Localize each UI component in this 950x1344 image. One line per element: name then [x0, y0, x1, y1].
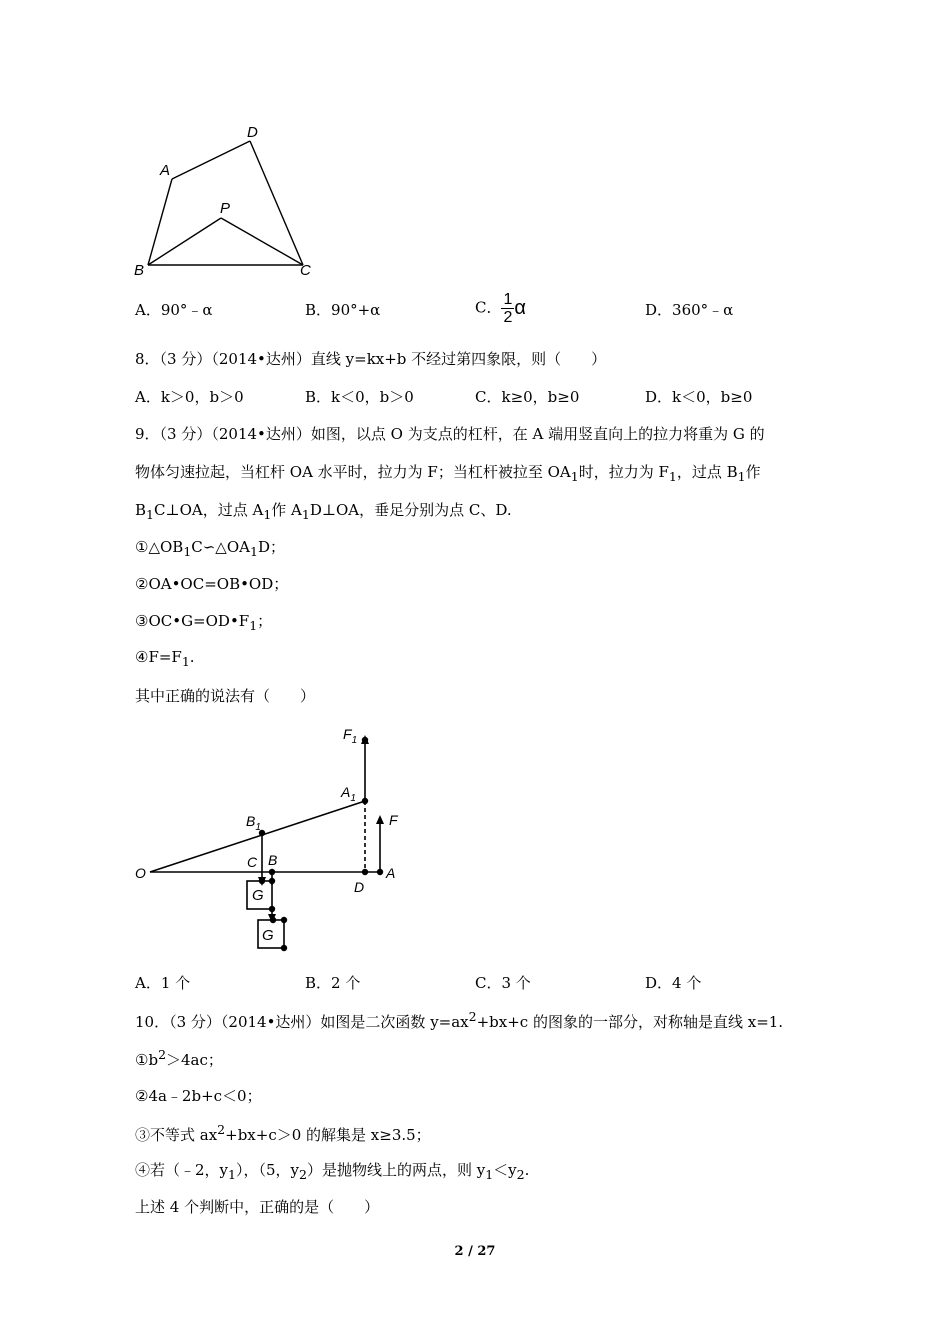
- q7-option-d[interactable]: D．360°﹣α: [645, 301, 734, 319]
- page-number: 2 / 27: [454, 1244, 496, 1259]
- q9-question: 其中正确的说法有（ ）: [135, 687, 316, 705]
- q9-option-b[interactable]: B．2 个: [305, 974, 361, 992]
- point-box2-top-b: [281, 917, 287, 923]
- q10-statement-2: ②4a﹣2b+c＜0；: [135, 1087, 262, 1105]
- q7-quadrilateral-figure: [120, 115, 330, 285]
- segment-dc: [250, 141, 303, 265]
- weight-label-2: G: [262, 927, 274, 944]
- label-a: A: [386, 865, 396, 881]
- label-b1: $B_1$: [246, 813, 261, 833]
- segment-ad: [172, 141, 250, 179]
- label-f: F: [389, 812, 398, 828]
- label-b: B: [134, 262, 145, 279]
- label-c: C: [247, 854, 258, 870]
- weight-label-1: G: [252, 887, 264, 904]
- q9-option-c[interactable]: C．3 个: [475, 974, 531, 992]
- q8-option-a[interactable]: A．k＞0，b＞0: [135, 388, 244, 406]
- q8-option-d[interactable]: D．k＜0，b≥0: [645, 388, 753, 406]
- force-f-arrowhead: [376, 815, 384, 824]
- point-f1-tip: [362, 737, 368, 743]
- q8-option-b[interactable]: B．k＜0，b＞0: [305, 388, 414, 406]
- q10-statement-1: $①b^2>4ac$；: [135, 1047, 223, 1069]
- q10-stem: 10．（3 分）（2014•达州）如图是二次函数 $y=ax^2+bx+c$ 的图象的一部分，对称轴是直线 x=1.: [135, 1009, 784, 1031]
- q7-option-c-prefix: C．: [475, 298, 502, 317]
- label-d: D: [354, 879, 365, 895]
- q8-stem: 8．（3 分）（2014•达州）直线 y=kx+b 不经过第四象限，则（ ）: [135, 350, 607, 368]
- point-a1: [362, 798, 368, 804]
- q9-statement-4: $④F=F_1$.: [135, 648, 195, 669]
- q9-option-a[interactable]: A．1 个: [135, 974, 191, 992]
- segment-pc: [221, 218, 303, 265]
- q9-stem-line-1: 9．（3 分）（2014•达州）如图，以点 O 为支点的杠杆，在 A 端用竖直向上的拉力将重为 G 的: [135, 425, 765, 443]
- q8-option-c[interactable]: C．k≥0，b≥0: [475, 388, 580, 406]
- lever-oa1: [150, 801, 365, 872]
- point-box2-top-a: [270, 917, 276, 923]
- q10-statement-4: ④若（﹣2，$y_1$），（5，$y_2$）是抛物线上的两点，则 $y_1<y_2$.: [135, 1161, 530, 1182]
- alpha-symbol: α: [514, 297, 526, 319]
- fraction-one-half: [501, 291, 514, 326]
- q9-stem-line-2: 物体匀速拉起，当杠杆 OA 水平时，拉力为 F；当杠杆被拉至 $OA_1$时，拉力为 $F_1$，过点 $B_1$作: [135, 463, 761, 484]
- label-p: P: [220, 200, 231, 217]
- point-a: [377, 869, 383, 875]
- label-o: O: [135, 865, 146, 881]
- label-b: B: [268, 852, 278, 868]
- q10-question: 上述 4 个判断中，正确的是（ ）: [135, 1198, 380, 1216]
- point-box2-bottom: [281, 945, 287, 951]
- label-a1: $A_1$: [341, 784, 356, 804]
- q7-option-c[interactable]: [475, 291, 526, 326]
- q9-statement-1: $①\triangle OB_1C∽\triangle OA_1D$；: [135, 538, 285, 559]
- label-f1: $F_1$: [343, 726, 358, 746]
- q7-option-a[interactable]: A．90°﹣α: [135, 301, 213, 319]
- fraction-denominator: 2: [503, 309, 513, 326]
- q9-stem-line-3: $B_1C\perp OA$，过点 $A_1$作 $A_1D\perp OA$，垂足分别为点 C、D.: [135, 501, 512, 522]
- label-d: D: [247, 124, 258, 141]
- q7-option-b[interactable]: B．90°+α: [305, 301, 381, 319]
- label-a: A: [160, 162, 171, 179]
- q9-lever-figure: [125, 715, 425, 960]
- q9-option-d[interactable]: D．4 个: [645, 974, 702, 992]
- q10-statement-3: ③不等式 $ax^2+bx+c>0$ 的解集是 x≥3.5；: [135, 1122, 431, 1144]
- point-d: [362, 869, 368, 875]
- q9-statement-2: ②OA•OC=OB•OD；: [135, 575, 289, 593]
- q9-statement-3: $③OC•G=OD•F_1$；: [135, 612, 273, 633]
- fraction-numerator: 1: [503, 291, 513, 308]
- label-c: C: [300, 262, 311, 279]
